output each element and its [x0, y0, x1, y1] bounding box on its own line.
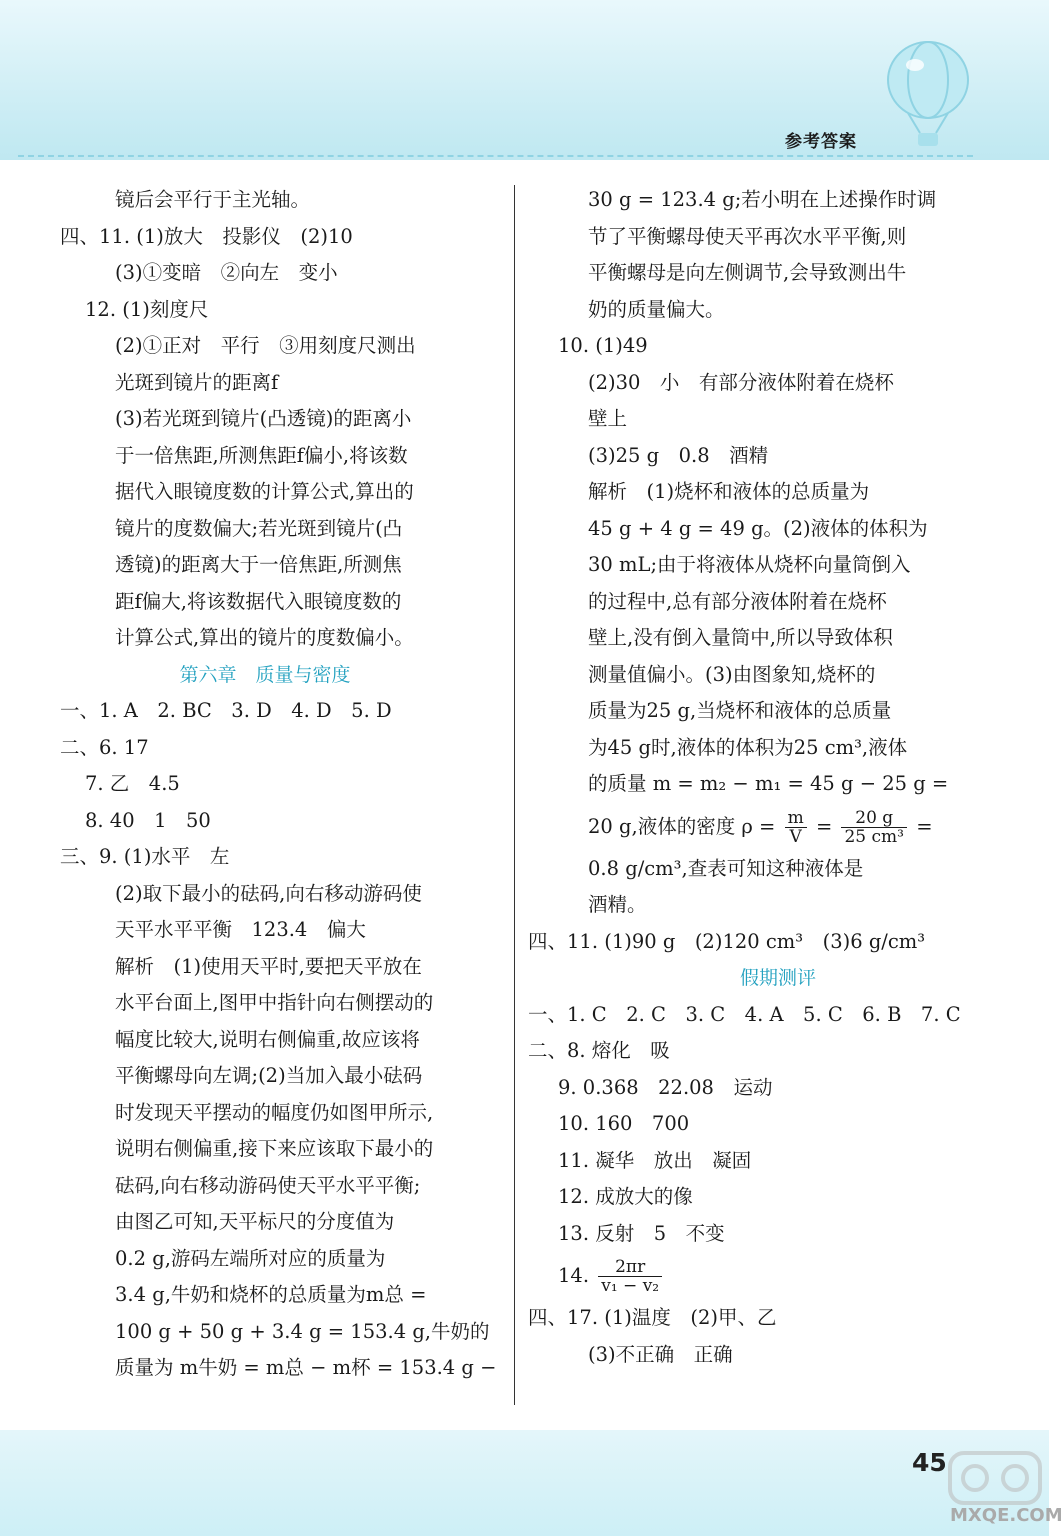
answer-line: 砝码,向右移动游码使天平水平平衡; — [115, 1173, 421, 1197]
answer-line: 壁上,没有倒入量筒中,所以导致体积 — [588, 626, 893, 649]
answer-line: 一、1. C 2. C 3. C 4. A 5. C 6. B 7. C — [528, 1002, 961, 1026]
answer-line: 平衡螺母向左调;(2)当加入最小砝码 — [115, 1064, 423, 1087]
page-number: 45 — [912, 1448, 947, 1477]
answer-line: 幅度比较大,说明右侧偏重,故应该将 — [115, 1027, 420, 1051]
answer-line: 镜片的度数偏大;若光斑到镜片(凸 — [115, 516, 403, 540]
watermark-text: MXQE.COM — [950, 1505, 1063, 1526]
answer-line: 一、1. A 2. BC 3. D 4. D 5. D — [60, 699, 392, 722]
section-heading: 假期测评 — [739, 967, 816, 989]
answer-line: 解析 (1)烧杯和液体的总质量为 — [588, 480, 870, 503]
answer-line: 质量为25 g,当烧杯和液体的总质量 — [588, 699, 892, 722]
answer-line: (2)30 小 有部分液体附着在烧杯 — [588, 370, 894, 394]
answer-line: 壁上 — [588, 407, 628, 430]
answer-line: 据代入眼镜度数的计算公式,算出的 — [115, 480, 414, 503]
answer-line: 二、6. 17 — [60, 735, 149, 759]
answer-line: 100 g + 50 g + 3.4 g = 153.4 g,牛奶的 — [115, 1319, 490, 1343]
formula-prefix: 20 g,液体的密度 ρ = — [588, 814, 776, 838]
answer-line: 12. 成放大的像 — [558, 1185, 693, 1208]
answer-line: 12. (1)刻度尺 — [85, 297, 209, 321]
answer-line: 由图乙可知,天平标尺的分度值为 — [115, 1210, 395, 1233]
answer-line: 10. (1)49 — [558, 334, 648, 357]
answer-line: 三、9. (1)水平 左 — [60, 845, 230, 868]
answer-line: 7. 乙 4.5 — [85, 772, 180, 795]
answer-line: 45 g + 4 g = 49 g。(2)液体的体积为 — [588, 516, 928, 540]
answer-line: 时发现天平摆动的幅度仍如图甲所示, — [115, 1100, 434, 1124]
formula-equals: = — [815, 814, 833, 838]
answer-line: 的过程中,总有部分液体附着在烧杯 — [588, 589, 887, 613]
left-column — [30, 182, 500, 1387]
answer-line: 10. 160 700 — [558, 1112, 690, 1135]
formula-suffix: = — [916, 814, 933, 838]
answer-line: 奶的质量偏大。 — [588, 297, 725, 321]
answer-line: 质量为 m牛奶 = m总 − m杯 = 153.4 g − — [115, 1356, 497, 1379]
answer-line: 8. 40 1 50 — [85, 808, 211, 832]
fraction-2pir: $\frac{2\pi r}{\text{v₁ − v₂}}$ — [598, 1258, 662, 1295]
answer-line: 解析 (1)使用天平时,要把天平放在 — [115, 954, 422, 978]
answer-line: 镜后会平行于主光轴。 — [115, 188, 311, 211]
answer-line: 0.2 g,游码左端所对应的质量为 — [115, 1246, 386, 1270]
answer-line: 30 mL;由于将液体从烧杯向量筒倒入 — [588, 553, 911, 576]
answer-line: 13. 反射 5 不变 — [558, 1221, 725, 1245]
answer-line: 距f偏大,将该数据代入眼镜度数的 — [115, 589, 402, 613]
answer-line: 的质量 m = m₂ − m₁ = 45 g − 25 g = — [588, 772, 949, 795]
item-14-label: 14. — [558, 1264, 590, 1287]
answer-line: 于一倍焦距,所测焦距f偏小,将该数 — [115, 443, 408, 467]
answer-line: 0.8 g/cm³,查表可知这种液体是 — [588, 856, 864, 880]
answer-line: 二、8. 熔化 吸 — [528, 1039, 670, 1062]
answer-line: 测量值偏小。(3)由图象知,烧杯的 — [588, 662, 876, 686]
answer-line: 说明右侧偏重,接下来应该取下最小的 — [115, 1137, 434, 1160]
answer-line: 水平台面上,图甲中指针向右侧摆动的 — [115, 991, 434, 1014]
density-formula-line — [528, 803, 1028, 851]
item-14-line — [528, 1252, 1028, 1300]
answer-line: 3.4 g,牛奶和烧杯的总质量为m总 = — [115, 1283, 427, 1306]
answer-line: (2)取下最小的砝码,向右移动游码使 — [115, 881, 422, 905]
answer-line: 光斑到镜片的距离f — [115, 370, 279, 394]
fraction-values: $\frac{20 g}{\text{25 cm³}}$ — [841, 809, 907, 846]
column-divider — [514, 185, 515, 1405]
answer-line: (2)①正对 平行 ③用刻度尺测出 — [115, 334, 416, 357]
answer-line: 天平水平平衡 123.4 偏大 — [115, 918, 366, 941]
answer-line: 四、17. (1)温度 (2)甲、乙 — [528, 1306, 777, 1329]
balloon-icon — [880, 35, 975, 150]
answer-line: 11. 凝华 放出 凝固 — [558, 1148, 752, 1172]
answer-line: (3)①变暗 ②向左 变小 — [115, 261, 338, 284]
right-column — [528, 182, 1028, 1373]
answer-line: 酒精。 — [588, 893, 647, 916]
answer-line: 透镜)的距离大于一倍焦距,所测焦 — [115, 553, 402, 576]
answer-line: 9. 0.368 22.08 运动 — [558, 1075, 773, 1099]
answer-line: (3)若光斑到镜片(凸透镜)的距离小 — [115, 407, 412, 430]
answer-line: (3)不正确 正确 — [588, 1342, 733, 1366]
header-label: 参考答案 — [785, 132, 857, 152]
answer-line: 四、11. (1)90 g (2)120 cm³ (3)6 g/cm³ — [528, 929, 926, 953]
answer-line: 计算公式,算出的镜片的度数偏小。 — [115, 626, 414, 649]
answer-line: (3)25 g 0.8 酒精 — [588, 443, 769, 467]
chapter-heading: 第六章 质量与密度 — [179, 663, 351, 686]
fraction-m-over-v: $\frac{m}{V}$ — [785, 809, 807, 846]
answer-line: 30 g = 123.4 g;若小明在上述操作时调 — [588, 188, 937, 211]
footer-band — [0, 1430, 1049, 1536]
header-divider — [18, 155, 973, 159]
answer-line: 为45 g时,液体的体积为25 cm³,液体 — [588, 735, 908, 759]
answer-line: 平衡螺母是向左侧调节,会导致测出牛 — [588, 261, 907, 284]
answer-line: 四、11. (1)放大 投影仪 (2)10 — [60, 224, 353, 248]
answer-line: 节了平衡螺母使天平再次水平平衡,则 — [588, 224, 907, 248]
